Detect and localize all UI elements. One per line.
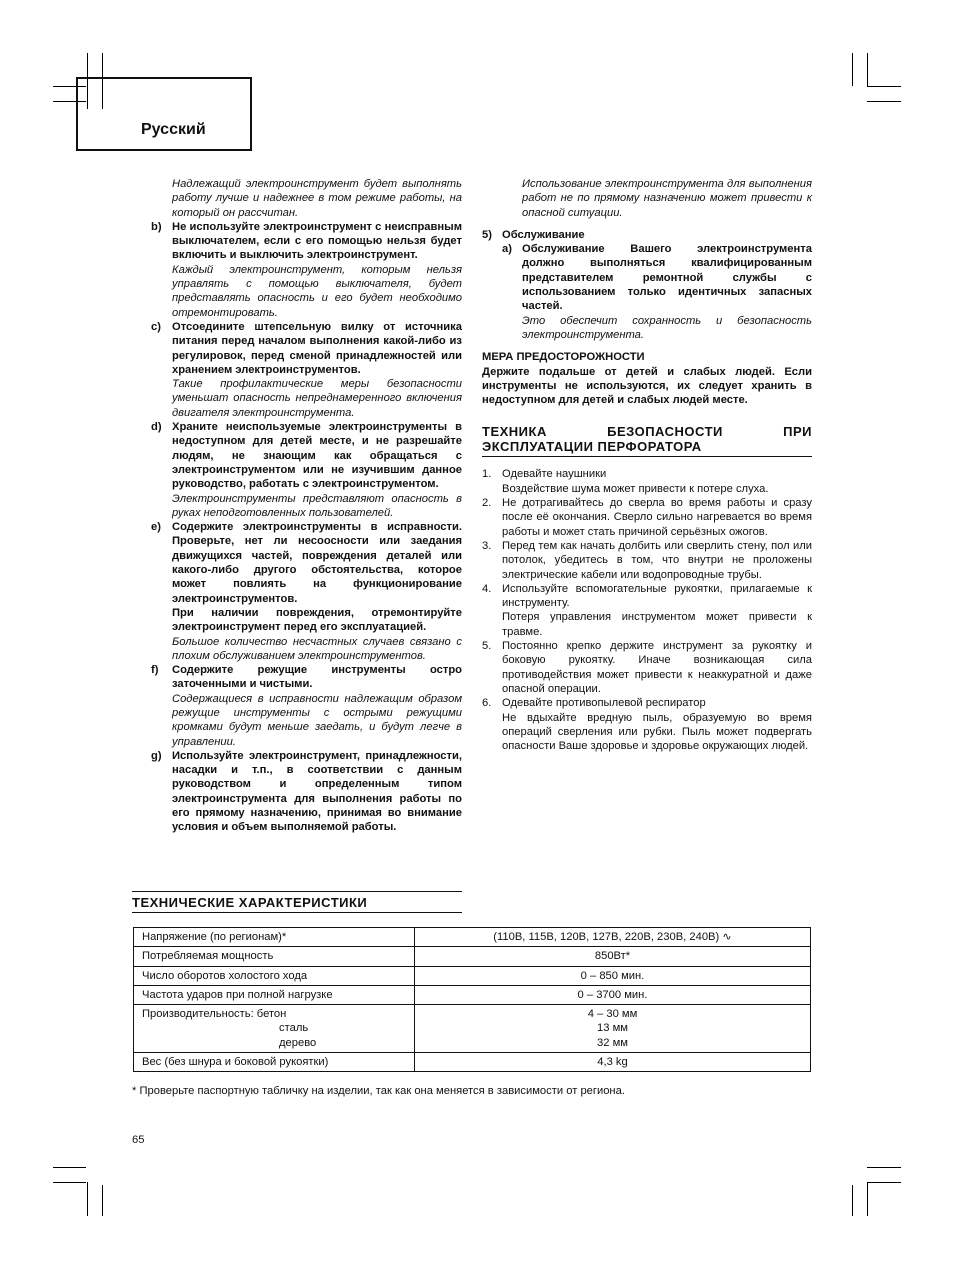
list-item [482, 639, 812, 696]
spec-value: 4,3 kg [415, 1053, 811, 1072]
item-text: Одевайте наушники [502, 468, 607, 481]
item-text: Одевайте противопылевой респиратор [502, 697, 706, 710]
safety-list [482, 467, 812, 753]
right-column [482, 177, 812, 753]
item-text-extra: Не вдыхайте вредную пыль, образуемую во время операций сверления или рубки. Пыль может подвергать опасности Ваше здоровье и здоровье окружающих людей. [502, 711, 812, 753]
item-text: Не дотрагивайтесь до сверла во время работы и сразу после её окончания. Сверло сильно нагревается во время работы и может стать причиной серьёзных ожогов. [502, 497, 812, 538]
item-instruction: Содержите режущие инструменты остро заточенными и чистыми. [172, 664, 462, 691]
item-text-extra: Потеря управления инструментом может привести к травме. [502, 611, 812, 638]
item-instruction: Храните неиспользуемые электроинструменты в недоступном для детей месте, и не разрешайте людям, не знающим как обращаться с электроинструментом или не изучившим данное руководство, работать с электроинструментом. [172, 421, 462, 491]
spec-value: 4 – 30 мм [587, 1008, 638, 1021]
language-label: Русский [141, 121, 206, 138]
item-note: Электроинструменты представляют опасность в руках неподготовленных пользователей. [172, 492, 462, 519]
item-number: 3. [482, 539, 492, 552]
safety-heading: ТЕХНИКА БЕЗОПАСНОСТИ ПРИ ЭКСПЛУАТАЦИИ ПЕРФОРАТОРА [482, 420, 812, 457]
item-marker: g) [151, 749, 162, 762]
spec-label: Частота ударов при полной нагрузке [134, 985, 415, 1004]
item-note: Содержащиеся в исправности надлежащим образом режущие инструменты с острыми режущими кромками будут меньше заедать, и будут легче в управлении. [172, 692, 462, 748]
spec-value: 32 мм [597, 1036, 628, 1049]
crop-mark [53, 1182, 86, 1183]
item-note: Такие профилактические меры безопасности уменьшат опасность непреднамеренного включения двигателя электроинструмента. [172, 378, 462, 419]
crop-mark [867, 101, 901, 102]
page-number: 65 [132, 1134, 145, 1146]
table-row [134, 966, 811, 985]
item-number: 6. [482, 697, 492, 710]
language-tab [76, 77, 252, 151]
list-item [482, 496, 812, 539]
spec-label: сталь [279, 1022, 309, 1035]
item-instruction: Содержите электроинструменты в исправности. Проверьте, нет ли несоосности или заедания движущихся частей, повреждения деталей или какого-либо другого обстоятельства, которое может повлиять на функционирование электроинструментов. [172, 521, 462, 605]
item-marker: b) [151, 220, 162, 233]
list-item [151, 520, 462, 663]
intro-note: Использование электроинструмента для выполнения работ не по прямому назначению может привести к опасной ситуации. [522, 178, 812, 219]
item-number: 1. [482, 468, 492, 481]
spec-label: дерево [279, 1036, 317, 1049]
item-instruction-extra: При наличии повреждения, отремонтируйте электроинструмент перед его эксплуатацией. [172, 606, 462, 634]
item-marker: d) [151, 421, 162, 434]
item-instruction: Не используйте электроинструмент с неисправным выключателем, если с его помощью нельзя будет включить и выключить электроинструмент. [172, 220, 462, 262]
caution-title: МЕРА ПРЕДОСТОРОЖНОСТИ [482, 351, 645, 364]
service-instruction: Обслуживание Вашего электроинструмента должно выполняться квалифицированным представителем ремонтной службы с использованием только идентичных запасных частей. [522, 243, 812, 313]
crop-mark [852, 53, 853, 86]
item-note: Большое количество несчастных случаев связано с плохим обслуживанием электроинструментов. [172, 635, 462, 662]
crop-mark [53, 1167, 86, 1168]
service-section [482, 228, 812, 342]
service-sub-marker: a) [502, 243, 512, 256]
specs-table [133, 927, 811, 1072]
crop-mark [102, 1185, 103, 1216]
item-number: 2. [482, 497, 492, 510]
item-marker: f) [151, 664, 159, 677]
item-text: Перед тем как начать долбить или сверлить стену, пол или потолок, убедитесь в том, что внутри не проложены электрические кабели или водопроводные трубы. [502, 539, 812, 581]
item-number: 4. [482, 582, 492, 595]
intro-note: Надлежащий электроинструмент будет выполнять работу лучше и надежнее в том режиме работы, на который он рассчитан. [172, 178, 462, 219]
crop-mark [867, 1182, 868, 1216]
service-title: Обслуживание [502, 228, 585, 241]
item-instruction: Используйте электроинструмент, принадлежности, насадки и т.п., в соответствии с данным руководством и определенным типом электроинструмента для выполнения работы по его прямому назначению, принимая во внимание условия и объем выполняемой работы. [172, 749, 462, 834]
crop-mark [852, 1185, 853, 1216]
list-item [482, 467, 812, 496]
spec-value: 13 мм [597, 1022, 628, 1035]
left-column [151, 177, 462, 835]
crop-mark [867, 86, 901, 87]
spec-value: (110В, 115В, 120В, 127В, 220В, 230В, 240В) ∿ [415, 928, 811, 947]
table-row [134, 1005, 811, 1053]
service-item [502, 242, 812, 342]
spec-value: 850Вт* [415, 947, 811, 966]
specs-footnote: * Проверьте паспортную табличку на изделии, так как она меняется в зависимости от региона. [132, 1085, 625, 1097]
crop-mark [867, 1167, 901, 1168]
spec-label: Потребляемая мощность [134, 947, 415, 966]
table-row [134, 1053, 811, 1072]
item-text-extra: Воздействие шума может привести к потере слуха. [502, 482, 769, 495]
list-item [482, 696, 812, 753]
list-item [151, 663, 462, 749]
spec-label: Производительность: бетон [142, 1008, 287, 1021]
item-text: Постоянно крепко держите инструмент за рукоятку и боковую рукоятку. Иначе возникающая сила противодействия может привести к неаккуратной и даже опасной операции. [502, 640, 812, 695]
specs-heading: ТЕХНИЧЕСКИЕ ХАРАКТЕРИСТИКИ [132, 891, 462, 913]
spec-value-group [415, 1005, 811, 1053]
list-item [482, 582, 812, 639]
spec-value: 0 – 850 мин. [415, 966, 811, 985]
item-text: Используйте вспомогательные рукоятки, прилагаемые к инструменту. [502, 582, 812, 610]
table-row [134, 985, 811, 1004]
service-marker: 5) [482, 228, 492, 241]
service-note: Это обеспечит сохранность и безопасность электроинструмента. [522, 314, 812, 341]
table-row [134, 947, 811, 966]
spec-label-group [134, 1005, 415, 1053]
list-item [151, 420, 462, 520]
list-item [151, 749, 462, 835]
crop-mark [867, 1182, 901, 1183]
item-number: 5. [482, 640, 492, 653]
spec-label: Вес (без шнура и боковой рукоятки) [134, 1053, 415, 1072]
crop-mark [87, 1182, 88, 1216]
list-item [482, 539, 812, 582]
item-marker: c) [151, 320, 161, 333]
caution-text: Держите подальше от детей и слабых людей. Если инструменты не используются, их следует хранить в недоступном для детей и слабых людей месте. [482, 365, 812, 407]
crop-mark [867, 53, 868, 86]
spec-value: 0 – 3700 мин. [415, 985, 811, 1004]
table-row [134, 928, 811, 947]
item-marker: e) [151, 521, 161, 534]
list-item [151, 220, 462, 320]
spec-label: Число оборотов холостого хода [134, 966, 415, 985]
spec-label: Напряжение (по регионам)* [134, 928, 415, 947]
list-item [151, 320, 462, 420]
item-instruction: Отсоедините штепсельную вилку от источника питания перед началом выполнения какой-либо из регулировок, перед сменой принадлежностей или хранением электроинструментов. [172, 320, 462, 376]
item-note: Каждый электроинструмент, которым нельзя управлять с помощью выключателя, будет представлять опасность и его будет необходимо отремонтировать. [172, 263, 462, 319]
